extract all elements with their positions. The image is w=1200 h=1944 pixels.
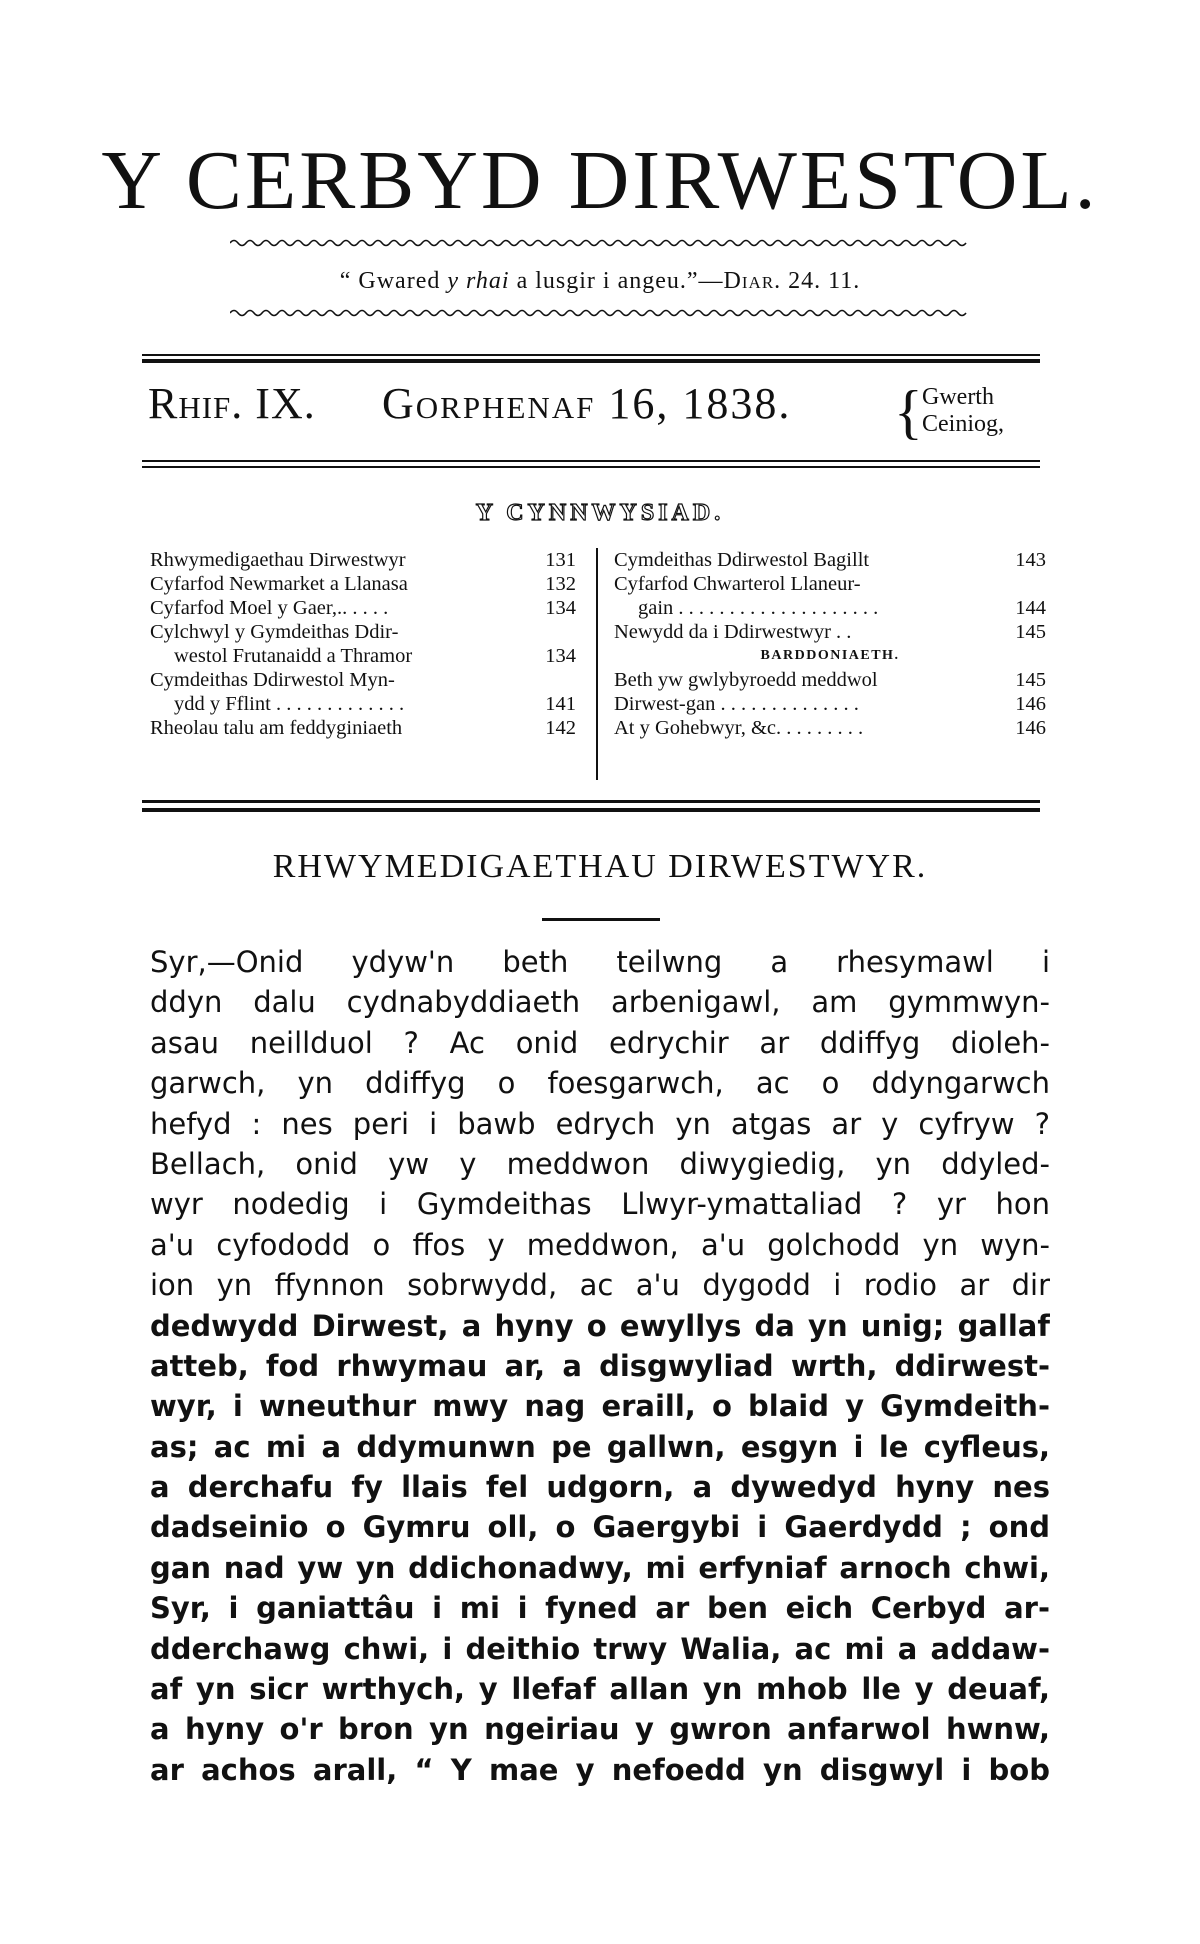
toc-subheading-poetry: BARDDONIAETH. <box>760 648 900 663</box>
article-line: af yn sicr wrthych, y llefaf allan yn mhob lle y deuaf, <box>150 1672 1050 1707</box>
article-line: ddyn dalu cydnabyddiaeth arbenigawl, am gymmwyn- <box>150 985 1050 1020</box>
article-body <box>150 942 1050 1790</box>
price-brace: { <box>894 379 923 445</box>
rule-issue-bottom-thin-2 <box>142 466 1040 468</box>
article-line: wyr nodedig i Gymdeithas Llwyr-ymattaliad ? yr hon <box>150 1187 1050 1222</box>
toc-entry: Cyfarfod Moel y Gaer,.. . . . . 134 <box>150 597 576 619</box>
toc-entry: ydd y Fflint . . . . . . . . . . . . . 141 <box>174 693 576 715</box>
toc-entry: Cymdeithas Ddirwestol Bagillt 143 <box>614 549 1046 571</box>
article-line: a hyny o'r bron yn ngeiriau y gwron anfarwol hwnw, <box>150 1712 1050 1747</box>
toc-entry: Cylchwyl y Gymdeithas Ddir- <box>150 621 399 643</box>
article-line: garwch, yn ddiffyg o foesgarwch, ac o ddyngarwch <box>150 1066 1050 1101</box>
article-line: wyr, i wneuthur mwy nag eraill, o blaid y Gymdeith- <box>150 1389 1050 1424</box>
contents-right-column <box>614 548 1046 740</box>
wavy-rule-top <box>230 238 970 248</box>
issue-number: Rhif. IX. <box>148 379 316 428</box>
contents-left-column <box>150 548 576 740</box>
rule-issue-top-thick <box>142 359 1040 363</box>
issue-line <box>142 378 1040 448</box>
toc-entry: Beth yw gwlybyroedd meddwol 145 <box>614 669 1046 691</box>
rule-contents-bottom-1 <box>142 800 1040 803</box>
contents-heading: Y CYNNWYSIAD. <box>475 500 725 526</box>
toc-entry: gain . . . . . . . . . . . . . . . . . . . . 144 <box>638 597 1046 619</box>
article-line: dedwydd Dirwest, a hyny o ewyllys da yn unig; gallaf <box>150 1308 1050 1343</box>
toc-entry: Cyfarfod Chwarterol Llaneur- <box>614 573 861 595</box>
masthead-title: Y CERBYD DIRWESTOL. <box>101 134 1099 227</box>
toc-entry: westol Frutanaidd a Thramor 134 <box>174 645 576 667</box>
article-line: Syr, i ganiattâu i mi i fyned ar ben eich Cerbyd ar- <box>150 1591 1050 1626</box>
article-line: as; ac mi a ddymunwn pe gallwn, esgyn i le cyfleus, <box>150 1429 1050 1464</box>
wavy-rule-bottom <box>230 308 970 318</box>
article-line: gan nad yw yn ddichonadwy, mi erfyniaf arnoch chwi, <box>150 1550 1050 1585</box>
toc-entry: Newydd da i Ddirwestwyr . . 145 <box>614 621 1046 643</box>
toc-entry: At y Gohebwyr, &c. . . . . . . . . 146 <box>614 717 1046 739</box>
toc-entry: Cymdeithas Ddirwestol Myn- <box>150 669 395 691</box>
issue-date: Gorphenaf 16, 1838. <box>382 379 792 428</box>
article-line: hefyd : nes peri i bawb edrych yn atgas ar y cyfryw ? <box>150 1106 1050 1141</box>
article-line: dadseinio o Gymru oll, o Gaergybi i Gaerdydd ; ond <box>150 1510 1050 1545</box>
article-line: asau neillduol ? Ac onid edrychir ar ddiffyg dioleh- <box>150 1025 1050 1060</box>
toc-entry: Cyfarfod Newmarket a Llanasa 132 <box>150 573 576 595</box>
rule-contents-bottom-2 <box>142 808 1040 812</box>
toc-entry: Rheolau talu am feddyginiaeth 142 <box>150 717 576 739</box>
article-line: atteb, fod rhwymau ar, a disgwyliad wrth, ddirwest- <box>150 1348 1050 1383</box>
article-line: ar achos arall, “ Y mae y nefoedd yn disgwyl i bob <box>150 1752 1050 1787</box>
rule-issue-bottom-thin <box>142 460 1040 462</box>
article-line: a'u cyfododd o ffos y meddwon, a'u golchodd yn wyn- <box>150 1227 1050 1262</box>
rule-issue-top-thin <box>142 354 1040 356</box>
toc-entry: Rhwymedigaethau Dirwestwyr 131 <box>150 549 576 571</box>
issue-price: Gwerth Ceiniog, <box>922 384 1004 437</box>
article-title-rule <box>542 918 660 921</box>
article-line: dderchawg chwi, i deithio trwy Walia, ac mi a addaw- <box>150 1631 1050 1666</box>
article-line: Syr,—Onid ydyw'n beth teilwng a rhesymawl i <box>150 945 1050 979</box>
toc-entry: Dirwest-gan . . . . . . . . . . . . . . 146 <box>614 693 1046 715</box>
article-line: Bellach, onid yw y meddwon diwygiedig, yn ddyled- <box>150 1146 1050 1181</box>
masthead-motto: “ Gwared y rhai a lusgir i angeu.”—Diar. 24. 11. <box>339 268 861 294</box>
article-line: a derchafu fy llais fel udgorn, a dywedyd hyny nes <box>150 1470 1050 1505</box>
contents-column-divider <box>596 548 598 780</box>
article-line: ion yn ffynnon sobrwydd, ac a'u dygodd i rodio ar dir <box>150 1268 1050 1303</box>
article-title: RHWYMEDIGAETHAU DIRWESTWYR. <box>272 848 928 885</box>
